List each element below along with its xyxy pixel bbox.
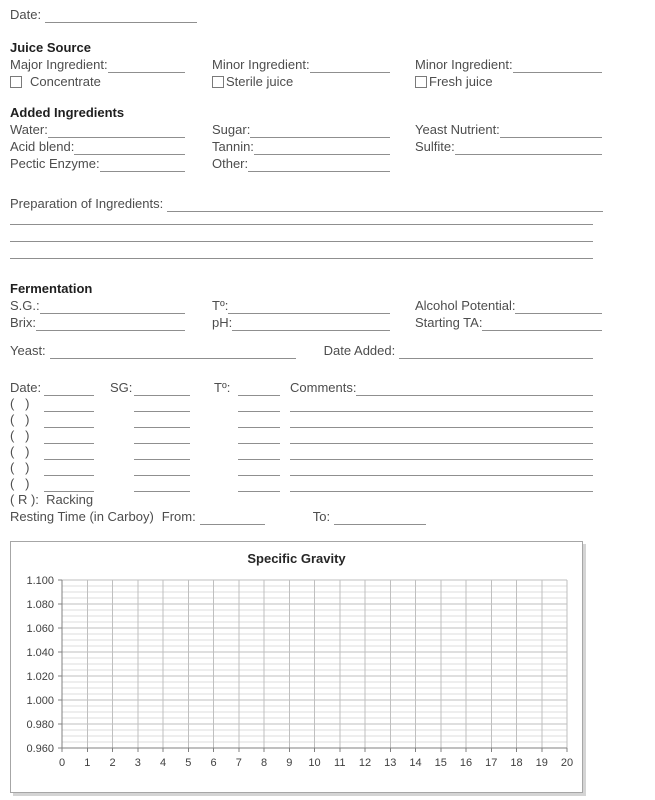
- starting-ta-label: Starting TA:: [415, 315, 483, 330]
- brix-field: [10, 314, 212, 331]
- log-temp-blank: [238, 460, 280, 476]
- tannin-field: [212, 138, 415, 155]
- log-date-label: Date:: [10, 380, 42, 395]
- log-sg-blank: [134, 380, 190, 396]
- log-date-blank: [44, 444, 94, 460]
- concentrate-option: [10, 73, 212, 90]
- svg-text:3: 3: [134, 757, 141, 769]
- log-temp-blank: [238, 396, 280, 412]
- log-temp-blank: [238, 412, 280, 428]
- date-added-label: Date Added:: [323, 343, 396, 358]
- preparation-label: Preparation of Ingredients:: [10, 196, 164, 211]
- log-sg-blank: [134, 428, 190, 444]
- major-ingredient-field: [10, 56, 212, 73]
- svg-text:19: 19: [535, 757, 548, 769]
- log-row-prefix: ( ): [10, 460, 30, 475]
- svg-text:14: 14: [409, 757, 422, 769]
- added-ingredients-row-1: [10, 121, 645, 138]
- minor-ingredient-blank-line-1: [310, 57, 390, 73]
- log-row: [10, 428, 645, 444]
- tannin-label: Tannin:: [212, 139, 254, 154]
- yeast-nutrient-field: [415, 121, 645, 138]
- empty-cell: [415, 155, 645, 172]
- preparation-blank-line: [167, 196, 603, 212]
- ph-label: pH:: [212, 315, 233, 330]
- starting-ta-field: [415, 314, 645, 331]
- yeast-label: Yeast:: [10, 343, 46, 358]
- log-comments-blank: [290, 460, 593, 476]
- svg-text:6: 6: [210, 757, 217, 769]
- date-label: Date:: [10, 7, 42, 22]
- resting-time-label: Resting Time (in Carboy): [10, 509, 154, 524]
- log-comments-blank: [290, 444, 593, 460]
- svg-text:12: 12: [358, 757, 372, 769]
- log-row-prefix: ( ): [10, 412, 30, 427]
- minor-ingredient-blank-line-2: [513, 57, 602, 73]
- log-row-prefix: ( ): [10, 428, 30, 443]
- log-sg-blank: [134, 476, 190, 492]
- yeast-nutrient-label: Yeast Nutrient:: [415, 122, 500, 137]
- svg-text:1.080: 1.080: [26, 599, 54, 611]
- log-row-prefix: ( ): [10, 396, 30, 411]
- added-ingredients-heading: Added Ingredients: [10, 105, 125, 120]
- sg-field: [10, 297, 212, 314]
- log-sg-blank: [134, 412, 190, 428]
- svg-text:20: 20: [560, 757, 574, 769]
- to-label: To:: [312, 509, 331, 524]
- juice-source-fields-row: [10, 56, 645, 73]
- minor-ingredient-field-1: [212, 56, 415, 73]
- log-date-blank: [44, 476, 94, 492]
- log-header-date: [10, 379, 94, 396]
- log-sg-blank: [134, 444, 190, 460]
- log-date-blank: [44, 396, 94, 412]
- log-comments-blank: [290, 428, 593, 444]
- date-added-blank-line: [399, 343, 593, 359]
- sg-blank-line: [40, 298, 185, 314]
- sterile-juice-checkbox[interactable]: [212, 76, 224, 88]
- chart-title: Specific Gravity: [247, 551, 346, 566]
- log-date-blank: [44, 380, 94, 396]
- log-header-sg: [110, 379, 190, 396]
- log-row: [10, 412, 645, 428]
- yeast-blank-line: [50, 343, 296, 359]
- sulfite-label: Sulfite:: [415, 139, 455, 154]
- sg-label: S.G.:: [10, 298, 40, 313]
- preparation-row: [10, 195, 645, 212]
- log-header-comments: [290, 379, 593, 396]
- log-row: [10, 444, 645, 460]
- svg-text:13: 13: [384, 757, 397, 769]
- alcohol-potential-label: Alcohol Potential:: [415, 298, 516, 313]
- log-sg-blank: [134, 460, 190, 476]
- water-label: Water:: [10, 122, 48, 137]
- log-row: [10, 396, 645, 412]
- minor-ingredient-label-2: Minor Ingredient:: [415, 57, 513, 72]
- other-label: Other:: [212, 156, 249, 171]
- sulfite-field: [415, 138, 645, 155]
- ph-blank-line: [232, 315, 390, 331]
- log-row: [10, 476, 645, 492]
- starting-ta-blank-line: [482, 315, 602, 331]
- svg-text:5: 5: [185, 757, 192, 769]
- from-label: From:: [161, 509, 196, 524]
- log-comments-blank: [290, 412, 593, 428]
- svg-text:1.020: 1.020: [26, 671, 54, 683]
- sugar-blank-line: [250, 122, 390, 138]
- ph-field: [212, 314, 415, 331]
- log-date-blank: [44, 428, 94, 444]
- sterile-juice-option: [212, 73, 415, 90]
- tannin-blank-line: [254, 139, 390, 155]
- log-comments-blank: [290, 476, 593, 492]
- pectic-enzyme-blank-line: [100, 156, 185, 172]
- svg-text:4: 4: [159, 757, 167, 769]
- other-blank-line: [248, 156, 390, 172]
- juice-source-checkbox-row: [10, 73, 645, 90]
- svg-text:7: 7: [235, 757, 242, 769]
- svg-text:1: 1: [84, 757, 91, 769]
- blank-line: [10, 225, 593, 242]
- acid-blend-blank-line: [74, 139, 185, 155]
- log-temp-blank: [238, 444, 280, 460]
- pectic-enzyme-label: Pectic Enzyme:: [10, 156, 100, 171]
- svg-text:16: 16: [459, 757, 473, 769]
- log-row-prefix: ( ): [10, 444, 30, 459]
- sterile-juice-label: Sterile juice: [226, 74, 294, 89]
- svg-text:10: 10: [308, 757, 321, 769]
- log-temp-blank: [238, 476, 280, 492]
- alcohol-potential-blank-line: [515, 298, 602, 314]
- log-header-row: [10, 379, 645, 396]
- other-field: [212, 155, 415, 172]
- svg-text:8: 8: [260, 757, 268, 769]
- svg-text:1.060: 1.060: [26, 623, 54, 635]
- water-field: [10, 121, 212, 138]
- svg-text:2: 2: [109, 757, 116, 769]
- brix-label: Brix:: [10, 315, 36, 330]
- svg-text:0: 0: [58, 757, 66, 769]
- svg-text:17: 17: [485, 757, 498, 769]
- brix-blank-line: [36, 315, 185, 331]
- svg-text:0.980: 0.980: [26, 719, 54, 731]
- major-ingredient-label: Major Ingredient:: [10, 57, 108, 72]
- major-ingredient-blank-line: [108, 57, 185, 73]
- log-row-prefix: ( ): [10, 476, 30, 491]
- acid-blend-label: Acid blend:: [10, 139, 75, 154]
- log-header-temp: [214, 379, 280, 396]
- svg-text:0.960: 0.960: [26, 743, 54, 755]
- minor-ingredient-field-2: [415, 56, 645, 73]
- svg-text:1.100: 1.100: [26, 575, 54, 587]
- water-blank-line: [48, 122, 185, 138]
- to-blank-line: [334, 509, 426, 525]
- temp-blank-line: [228, 298, 390, 314]
- acid-blend-field: [10, 138, 212, 155]
- resting-time-row: [10, 508, 645, 525]
- fresh-juice-option: [415, 73, 645, 90]
- sulfite-blank-line: [455, 139, 602, 155]
- from-blank-line: [200, 509, 265, 525]
- alcohol-potential-field: [415, 297, 645, 314]
- date-blank-line: [45, 7, 197, 23]
- sugar-field: [212, 121, 415, 138]
- minor-ingredient-label-1: Minor Ingredient:: [212, 57, 310, 72]
- concentrate-checkbox[interactable]: [10, 76, 22, 88]
- added-ingredients-row-2: [10, 138, 645, 155]
- log-sg-label: SG:: [110, 380, 133, 395]
- log-date-blank: [44, 460, 94, 476]
- log-temp-blank: [238, 380, 280, 396]
- racking-note: ( R ): Racking: [10, 492, 94, 507]
- preparation-extra-lines: [10, 208, 645, 259]
- concentrate-label: Concentrate: [30, 74, 101, 89]
- fermentation-row-2: [10, 314, 645, 331]
- svg-text:1.000: 1.000: [26, 695, 54, 707]
- svg-text:15: 15: [434, 757, 447, 769]
- temp-field: [212, 297, 415, 314]
- svg-text:11: 11: [334, 757, 346, 769]
- log-sg-blank: [134, 396, 190, 412]
- log-temp-label: Tº:: [214, 380, 231, 395]
- fermentation-heading: Fermentation: [10, 281, 93, 296]
- yeast-row: [10, 342, 645, 359]
- log-comments-blank: [290, 396, 593, 412]
- log-row: [10, 460, 645, 476]
- fermentation-row-1: [10, 297, 645, 314]
- log-comments-blank: [356, 380, 593, 396]
- added-ingredients-row-3: [10, 155, 645, 172]
- yeast-nutrient-blank-line: [500, 122, 602, 138]
- svg-text:9: 9: [286, 757, 293, 769]
- date-row: [10, 6, 645, 23]
- specific-gravity-chart: [10, 541, 583, 793]
- pectic-enzyme-field: [10, 155, 212, 172]
- log-temp-blank: [238, 428, 280, 444]
- svg-text:1.040: 1.040: [26, 647, 54, 659]
- fresh-juice-checkbox[interactable]: [415, 76, 427, 88]
- log-date-blank: [44, 412, 94, 428]
- log-comments-label: Comments:: [290, 380, 357, 395]
- temp-label: Tº:: [212, 298, 229, 313]
- juice-source-heading: Juice Source: [10, 40, 91, 55]
- blank-line: [10, 242, 593, 259]
- fresh-juice-label: Fresh juice: [429, 74, 493, 89]
- svg-text:18: 18: [510, 757, 523, 769]
- specific-gravity-grid: [11, 572, 582, 786]
- sugar-label: Sugar:: [212, 122, 251, 137]
